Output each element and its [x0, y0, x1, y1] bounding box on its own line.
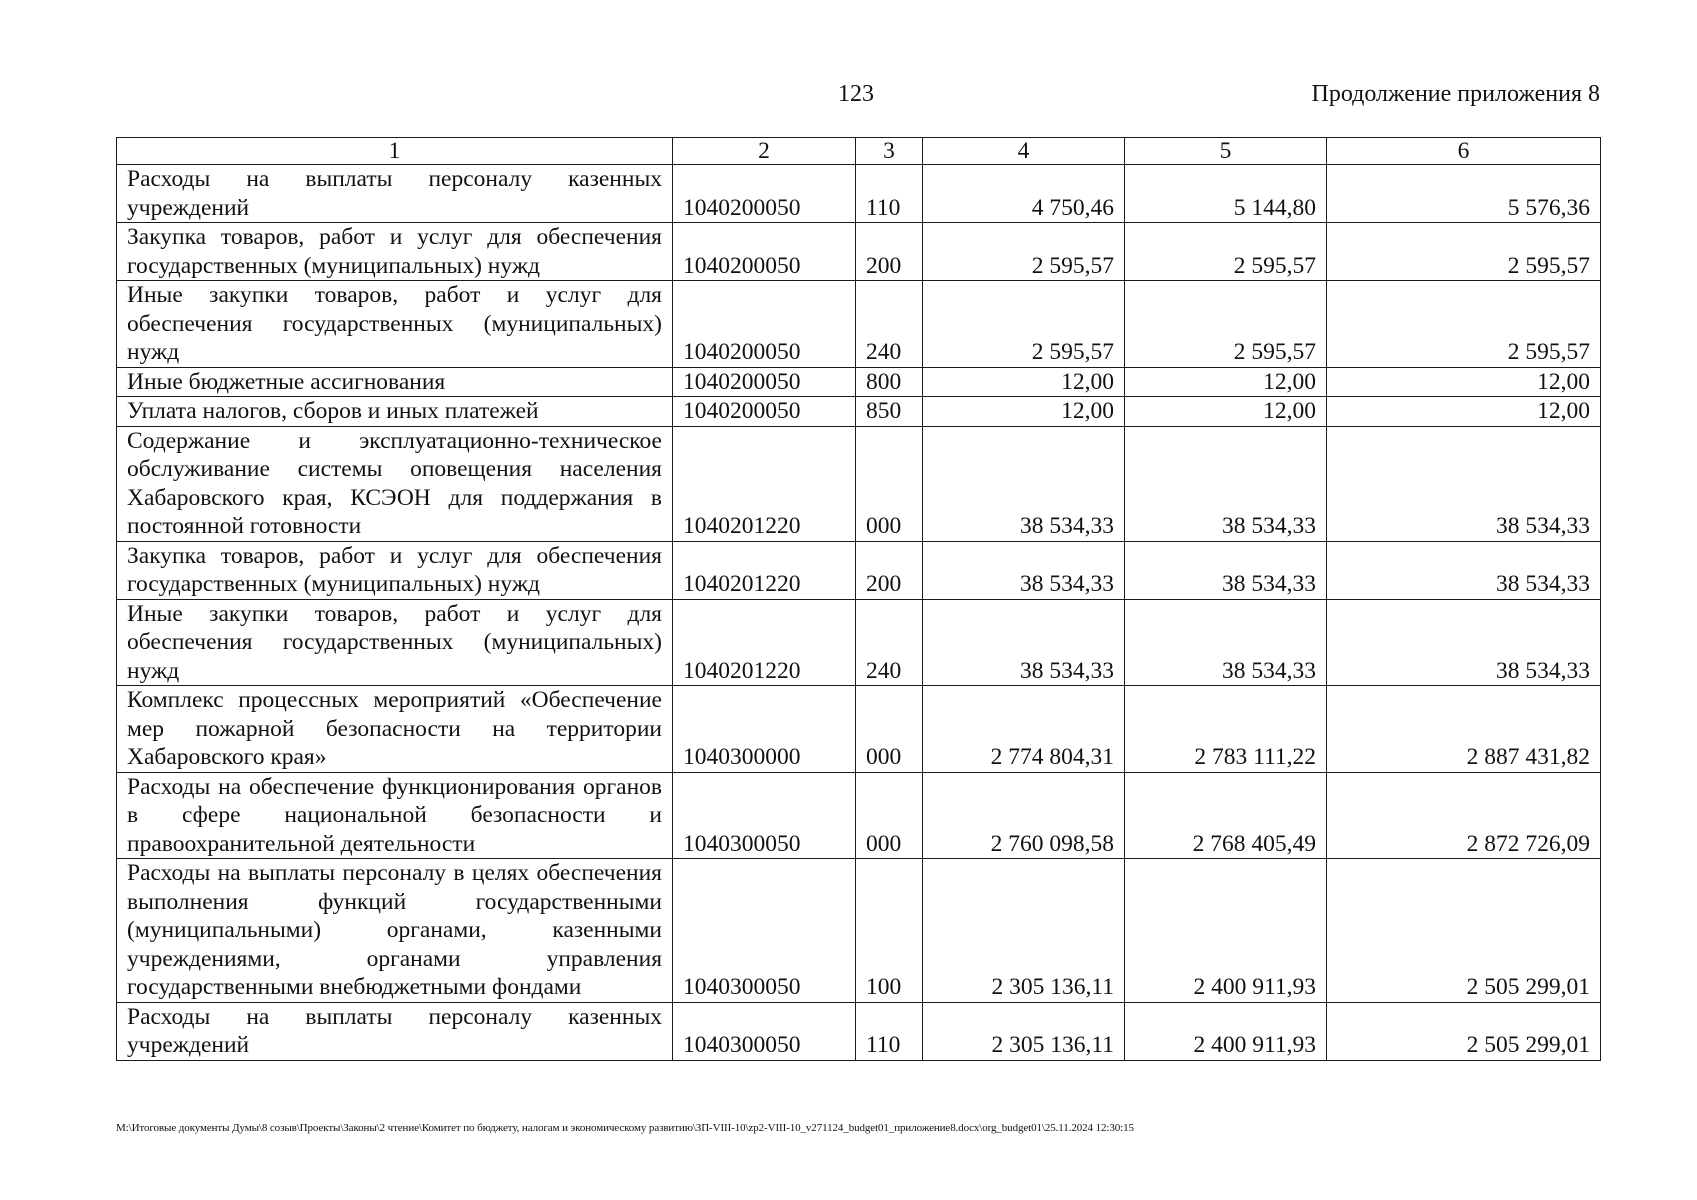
amount-col5-cell: 12,00 — [1125, 397, 1327, 427]
expense-name-cell: Содержание и эксплуатационно-техническое обслуживание системы оповещения населения Хабаровского края, КСЭОН для поддержания в постоянной готовности — [117, 426, 673, 541]
expense-type-cell: 800 — [856, 367, 923, 397]
target-article-cell: 1040200050 — [673, 223, 856, 281]
expense-type-cell: 110 — [856, 165, 923, 223]
table-row — [117, 859, 1601, 1003]
amount-col6-cell: 12,00 — [1327, 397, 1601, 427]
target-article-cell: 1040300000 — [673, 686, 856, 773]
table-row — [117, 165, 1601, 223]
amount-col4-cell: 2 305 136,11 — [923, 859, 1125, 1003]
expense-type-cell: 240 — [856, 599, 923, 686]
table-row — [117, 223, 1601, 281]
target-article-cell: 1040201220 — [673, 426, 856, 541]
column-header: 3 — [856, 138, 923, 165]
amount-col5-cell: 2 400 911,93 — [1125, 1002, 1327, 1060]
amount-col6-cell: 2 872 726,09 — [1327, 772, 1601, 859]
table-row — [117, 397, 1601, 427]
amount-col4-cell: 38 534,33 — [923, 541, 1125, 599]
table-row — [117, 772, 1601, 859]
target-article-cell: 1040300050 — [673, 1002, 856, 1060]
amount-col4-cell: 2 774 804,31 — [923, 686, 1125, 773]
document-file-path: M:\Итоговые документы Думы\8 созыв\Проекты\Законы\2 чтение\Комитет по бюджету, налогам и экономическому развитию\ЗП-VIII-10\zp2-VIII-10_v271124_budget01_приложение8.docx\org_budget01\25.11.2024 12:30:15 — [116, 1122, 1134, 1134]
budget-table — [116, 137, 1601, 1061]
amount-col4-cell: 12,00 — [923, 367, 1125, 397]
expense-name-cell: Расходы на обеспечение функционирования органов в сфере национальной безопасности и правоохранительной деятельности — [117, 772, 673, 859]
expense-name-cell: Комплекс процессных мероприятий «Обеспечение мер пожарной безопасности на территории Хабаровского края» — [117, 686, 673, 773]
expense-type-cell: 000 — [856, 426, 923, 541]
expense-name-cell: Закупка товаров, работ и услуг для обеспечения государственных (муниципальных) нужд — [117, 541, 673, 599]
amount-col5-cell: 38 534,33 — [1125, 426, 1327, 541]
expense-name-cell: Расходы на выплаты персоналу в целях обеспечения выполнения функций государственными (муниципальными) органами, казенными учреждениями, органами управления государственными внебюджетными фондами — [117, 859, 673, 1003]
amount-col6-cell: 12,00 — [1327, 367, 1601, 397]
expense-name-cell: Иные закупки товаров, работ и услуг для обеспечения государственных (муниципальных) нужд — [117, 281, 673, 368]
table-row — [117, 367, 1601, 397]
amount-col4-cell: 12,00 — [923, 397, 1125, 427]
column-header: 5 — [1125, 138, 1327, 165]
table-row — [117, 541, 1601, 599]
expense-type-cell: 240 — [856, 281, 923, 368]
expense-name-cell: Иные закупки товаров, работ и услуг для обеспечения государственных (муниципальных) нужд — [117, 599, 673, 686]
expense-type-cell: 100 — [856, 859, 923, 1003]
amount-col4-cell: 2 595,57 — [923, 223, 1125, 281]
amount-col4-cell: 4 750,46 — [923, 165, 1125, 223]
amount-col5-cell: 2 595,57 — [1125, 281, 1327, 368]
target-article-cell: 1040300050 — [673, 772, 856, 859]
expense-name-cell: Расходы на выплаты персоналу казенных учреждений — [117, 1002, 673, 1060]
target-article-cell: 1040200050 — [673, 281, 856, 368]
expense-name-cell: Закупка товаров, работ и услуг для обеспечения государственных (муниципальных) нужд — [117, 223, 673, 281]
expense-type-cell: 000 — [856, 772, 923, 859]
target-article-cell: 1040201220 — [673, 599, 856, 686]
amount-col5-cell: 2 400 911,93 — [1125, 859, 1327, 1003]
column-header: 4 — [923, 138, 1125, 165]
page-number: 123 — [838, 81, 874, 107]
amount-col5-cell: 38 534,33 — [1125, 541, 1327, 599]
table-row — [117, 281, 1601, 368]
column-header: 2 — [673, 138, 856, 165]
expense-type-cell: 200 — [856, 223, 923, 281]
amount-col6-cell: 2 505 299,01 — [1327, 1002, 1601, 1060]
amount-col6-cell: 2 595,57 — [1327, 223, 1601, 281]
table-row — [117, 686, 1601, 773]
amount-col4-cell: 38 534,33 — [923, 426, 1125, 541]
table-row — [117, 599, 1601, 686]
amount-col4-cell: 38 534,33 — [923, 599, 1125, 686]
amount-col6-cell: 2 595,57 — [1327, 281, 1601, 368]
table-row — [117, 426, 1601, 541]
expense-name-cell: Иные бюджетные ассигнования — [117, 367, 673, 397]
amount-col6-cell: 38 534,33 — [1327, 541, 1601, 599]
amount-col6-cell: 2 887 431,82 — [1327, 686, 1601, 773]
appendix-continuation-heading: Продолжение приложения 8 — [1311, 81, 1600, 107]
table-row — [117, 1002, 1601, 1060]
amount-col4-cell: 2 760 098,58 — [923, 772, 1125, 859]
expense-type-cell: 000 — [856, 686, 923, 773]
expense-type-cell: 850 — [856, 397, 923, 427]
amount-col5-cell: 2 783 111,22 — [1125, 686, 1327, 773]
amount-col6-cell: 38 534,33 — [1327, 426, 1601, 541]
amount-col4-cell: 2 595,57 — [923, 281, 1125, 368]
amount-col4-cell: 2 305 136,11 — [923, 1002, 1125, 1060]
target-article-cell: 1040200050 — [673, 367, 856, 397]
target-article-cell: 1040200050 — [673, 397, 856, 427]
table-header-row — [117, 138, 1601, 165]
amount-col6-cell: 2 505 299,01 — [1327, 859, 1601, 1003]
target-article-cell: 1040200050 — [673, 165, 856, 223]
expense-name-cell: Расходы на выплаты персоналу казенных учреждений — [117, 165, 673, 223]
expense-name-cell: Уплата налогов, сборов и иных платежей — [117, 397, 673, 427]
target-article-cell: 1040201220 — [673, 541, 856, 599]
amount-col6-cell: 38 534,33 — [1327, 599, 1601, 686]
amount-col5-cell: 5 144,80 — [1125, 165, 1327, 223]
column-header: 6 — [1327, 138, 1601, 165]
amount-col5-cell: 2 595,57 — [1125, 223, 1327, 281]
column-header: 1 — [117, 138, 673, 165]
amount-col5-cell: 2 768 405,49 — [1125, 772, 1327, 859]
amount-col5-cell: 38 534,33 — [1125, 599, 1327, 686]
amount-col6-cell: 5 576,36 — [1327, 165, 1601, 223]
amount-col5-cell: 12,00 — [1125, 367, 1327, 397]
target-article-cell: 1040300050 — [673, 859, 856, 1003]
expense-type-cell: 110 — [856, 1002, 923, 1060]
expense-type-cell: 200 — [856, 541, 923, 599]
